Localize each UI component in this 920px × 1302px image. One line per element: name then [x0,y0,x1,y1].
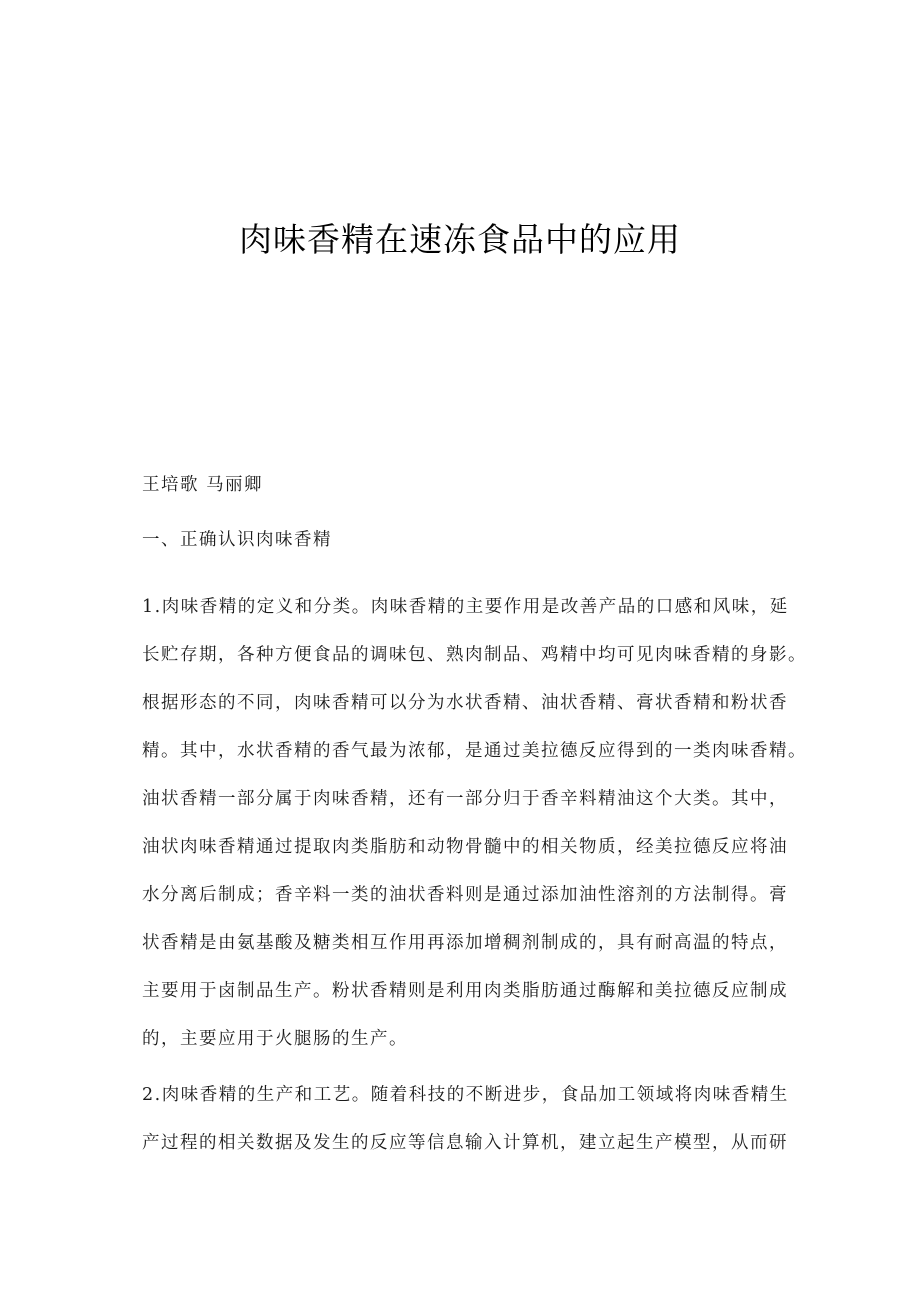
paragraph-1 [142,583,807,1063]
paragraph-line: 根据形态的不同，肉味香精可以分为水状香精、油状香精、膏状香精和粉状香 [142,693,788,713]
paragraph-line: 主要用于卤制品生产。粉状香精则是利用肉类脂肪通过酶解和美拉德反应制成 [142,981,788,1001]
paragraph-2 [142,1071,788,1167]
section-heading: 一、正确认识肉味香精 [142,530,332,550]
author-line: 王培歌 马丽卿 [142,475,264,495]
paragraph-line: 产过程的相关数据及发生的反应等信息输入计算机，建立起生产模型，从而研 [142,1133,788,1153]
paragraph-line: 1.肉味香精的定义和分类。肉味香精的主要作用是改善产品的口感和风味，延 [142,597,789,617]
paragraph-line: 油状香精一部分属于肉味香精，还有一部分归于香辛料精油这个大类。其中， [142,789,788,809]
paragraph-line: 精。其中，水状香精的香气最为浓郁，是通过美拉德反应得到的一类肉味香精。 [142,741,807,761]
paragraph-line: 油状肉味香精通过提取肉类脂肪和动物骨髓中的相关物质，经美拉德反应将油 [142,837,788,857]
document-title: 肉味香精在速冻食品中的应用 [239,220,681,259]
paragraph-line: 状香精是由氨基酸及糖类相互作用再添加增稠剂制成的，具有耐高温的特点， [142,933,788,953]
paragraph-line: 2.肉味香精的生产和工艺。随着科技的不断进步，食品加工领域将肉味香精生 [142,1085,789,1105]
paragraph-line: 长贮存期，各种方便食品的调味包、熟肉制品、鸡精中均可见肉味香精的身影。 [142,645,807,665]
paragraph-line: 的，主要应用于火腿肠的生产。 [142,1029,408,1049]
paragraph-line: 水分离后制成；香辛料一类的油状香料则是通过添加油性溶剂的方法制得。膏 [142,885,788,905]
